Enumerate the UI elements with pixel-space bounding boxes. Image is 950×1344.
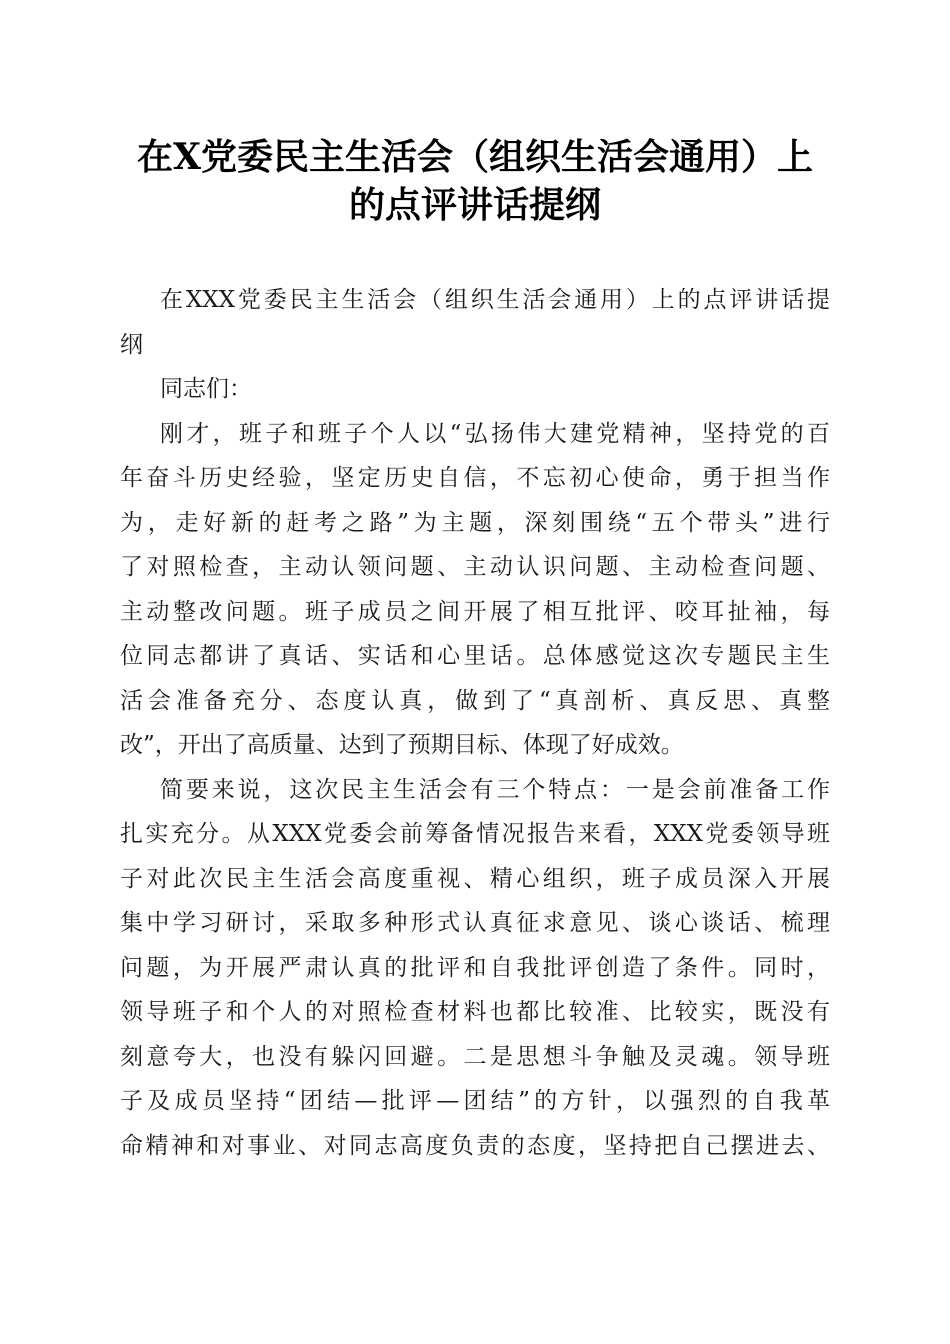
paragraph-line: 问题，为开展严肃认真的批评和自我批评创造了条件。同时， [120, 954, 830, 981]
paragraph-line: 纲 [120, 331, 143, 358]
paragraph-line: 主动整改问题。班子成员之间开展了相互批评、咬耳扯袖，每 [120, 598, 830, 625]
paragraph-line: 领导班子和个人的对照检查材料也都比较准、比较实，既没有 [120, 999, 830, 1025]
paragraph-line: 扎实充分。从XXX党委会前筹备情况报告来看，XXX党委领导班 [120, 821, 830, 847]
paragraph-line: 子对此次民主生活会高度重视、精心组织，班子成员深入开展 [120, 865, 830, 892]
paragraph-line: 子及成员坚持“团结—批评—团结”的方针，以强烈的自我革 [120, 1088, 830, 1114]
paragraph-line: 命精神和对事业、对同志高度负责的态度，坚持把自己摆进去、 [120, 1132, 830, 1159]
paragraph-line: 刻意夸大，也没有躲闪回避。二是思想斗争触及灵魂。领导班 [120, 1043, 830, 1070]
paragraph-line: 集中学习研讨，采取多种形式认真征求意见、谈心谈话、梳理 [120, 910, 830, 936]
title-line-1: 在X党委民主生活会（组织生活会通用）上 [137, 136, 813, 178]
paragraph-line: 改”，开出了高质量、达到了预期目标、体现了好成效。 [120, 732, 684, 758]
paragraph-line: 活会准备充分、态度认真，做到了“真剖析、真反思、真整 [120, 687, 830, 714]
paragraph-line: 在XXX党委民主生活会（组织生活会通用）上的点评讲话提 [160, 287, 830, 313]
document-title [110, 133, 840, 229]
title-line-2: 的点评讲话提纲 [348, 184, 601, 226]
paragraph-line: 年奋斗历史经验，坚定历史自信，不忘初心使命，勇于担当作 [120, 465, 830, 491]
paragraph-line: 简要来说，这次民主生活会有三个特点：一是会前准备工作 [160, 776, 830, 803]
document-body [120, 278, 830, 1168]
paragraph-line: 为，走好新的赶考之路”为主题，深刻围绕“五个带头”进行 [120, 509, 830, 536]
paragraph-line: 了对照检查，主动认领问题、主动认识问题、主动检查问题、 [120, 554, 830, 580]
salutation: 同志们： [160, 376, 252, 402]
paragraph-line: 刚才，班子和班子个人以“弘扬伟大建党精神，坚持党的百 [160, 420, 830, 447]
paragraph-line: 位同志都讲了真话、实话和心里话。总体感觉这次专题民主生 [120, 643, 830, 669]
